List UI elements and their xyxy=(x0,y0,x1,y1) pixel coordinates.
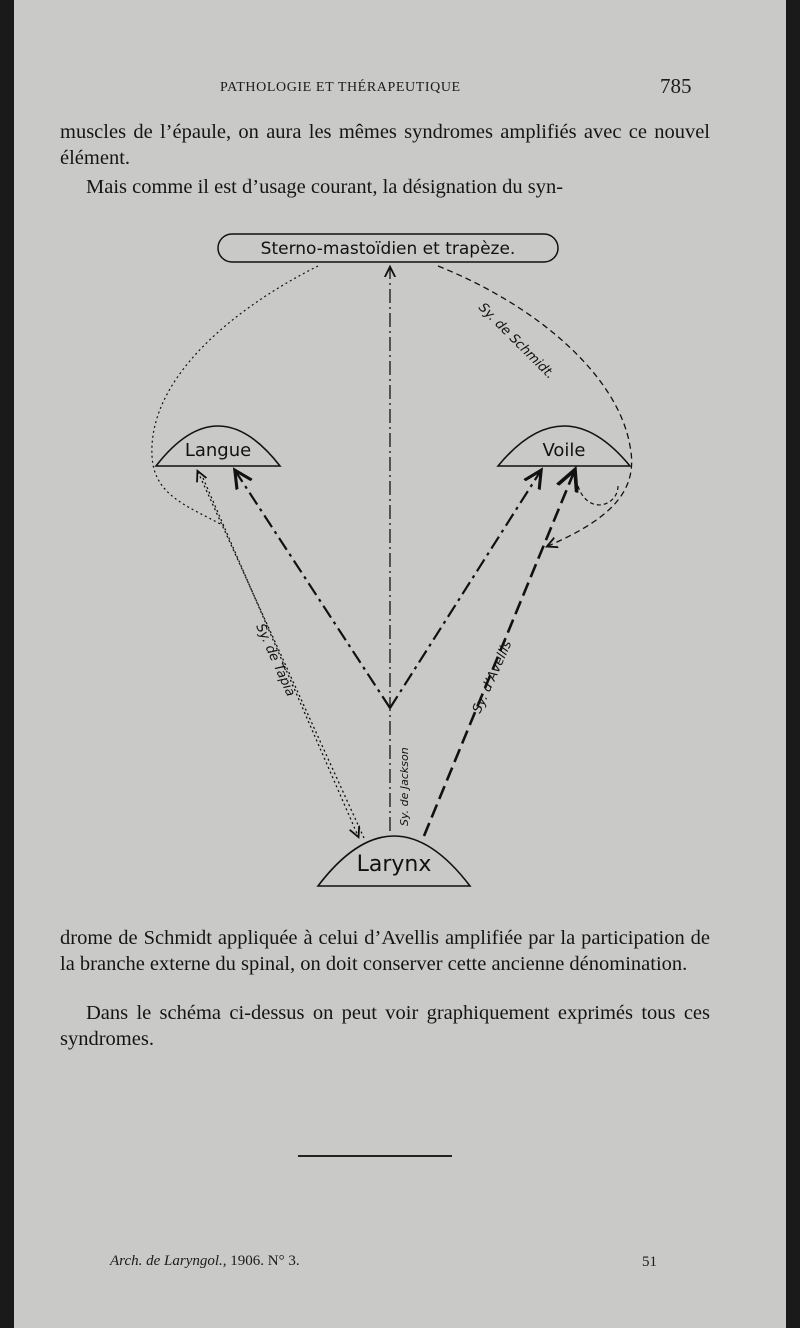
jackson-label: Sy. de Jackson xyxy=(398,747,411,826)
avellis-label: Sy. d’Avellis xyxy=(469,638,516,716)
signature-mark: 51 xyxy=(642,1254,657,1270)
page-number: 785 xyxy=(660,74,692,98)
journal-name: Arch. de Laryngol., xyxy=(110,1253,227,1269)
dotted-arc-left xyxy=(152,266,318,526)
book-page xyxy=(14,0,786,1328)
schmidt-curve xyxy=(438,266,632,546)
paragraph-3: drome de Schmidt appliquée à celui d’Avellis amplifiée par la participation de la branche externe du spinal, on doit conserver cette ancienne dénomination. xyxy=(60,927,710,975)
journal-issue: 1906. N° 3. xyxy=(226,1253,300,1269)
voile-label: Voile xyxy=(542,440,586,461)
paragraph-2: Mais comme il est d’usage courant, la désignation du syn- xyxy=(86,176,564,198)
langue-label: Langue xyxy=(184,440,252,461)
paragraph-4: Dans le schéma ci-dessus on peut voir graphiquement exprimés tous ces syndromes. xyxy=(60,1002,710,1050)
schmidt-label: Sy. de Schmidt. xyxy=(475,300,558,383)
langue-v-branch xyxy=(236,472,390,708)
voile-v-branch xyxy=(390,472,540,708)
footer-journal xyxy=(110,1253,300,1270)
larynx-label: Larynx xyxy=(356,852,432,877)
running-header: PATHOLOGIE ET THÉRAPEUTIQUE xyxy=(220,80,461,95)
separator-rule xyxy=(298,1155,452,1157)
paragraph-1: muscles de l’épaule, on aura les mêmes syndromes amplifiés avec ce nouvel élément. xyxy=(60,121,710,169)
syndromes-diagram xyxy=(118,226,678,896)
tapia-label: Sy. de Tapia xyxy=(252,621,298,699)
schmidt-loop xyxy=(578,486,618,505)
top-box-label: Sterno-mastoïdien et trapèze. xyxy=(260,239,516,259)
